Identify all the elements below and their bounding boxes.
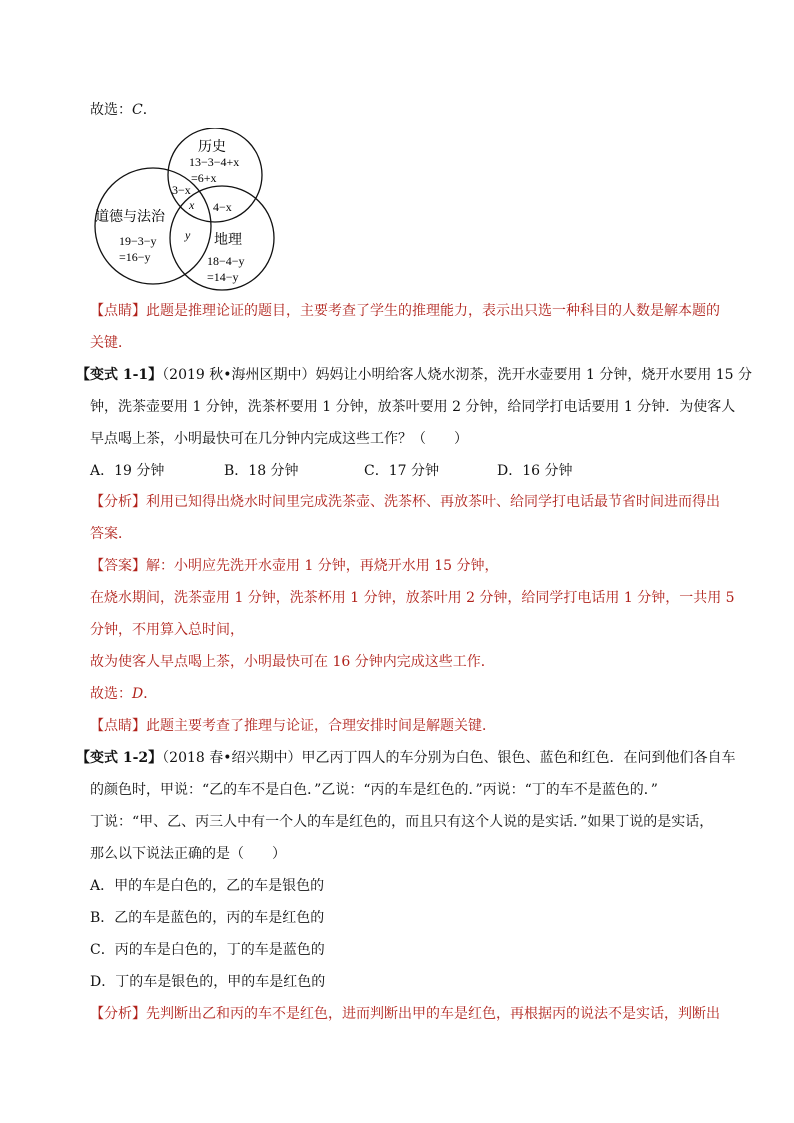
- answer-end: ．: [142, 102, 157, 118]
- answer-label: 故选：: [90, 102, 132, 118]
- venn-region-a: 3−x: [172, 183, 191, 197]
- q12-line-4: 那么以下说法正确的是（ ）: [90, 846, 286, 862]
- venn-geo-expr1: 18−4−y: [207, 254, 245, 268]
- xuan-label: 故选：: [90, 686, 132, 702]
- q11-line-1: [76, 365, 752, 385]
- dianjing-1-line-1: [90, 301, 720, 321]
- q11-option-d: D．16 分钟: [497, 463, 573, 479]
- q11-daan-line-1: [90, 556, 499, 576]
- circle-ethics: [95, 168, 211, 284]
- q11-option-c: C．17 分钟: [364, 463, 439, 479]
- fenxi-text: 利用已知得出烧水时间里完成洗茶壶、洗茶杯、再放茶叶、给同学打电话最节省时间进而得出: [146, 494, 720, 510]
- dianjing-tag: 【点睛】: [90, 303, 146, 319]
- venn-region-y: y: [185, 228, 191, 242]
- q12-option-b: B．乙的车是蓝色的，丙的车是红色的: [90, 910, 325, 926]
- venn-ethics-expr2: =16−y: [119, 250, 151, 264]
- q11-daan-line-2: 在烧水期间，洗茶壶用 1 分钟，洗茶杯用 1 分钟，放茶叶用 2 分钟，给同学打电话用 1 分钟，一共用 5: [90, 590, 735, 606]
- dianjing-tag-2: 【点睛】: [90, 718, 146, 734]
- xuan-letter: D: [132, 686, 144, 702]
- answer-letter: C: [132, 102, 143, 118]
- dianjing-text-2: 此题主要考查了推理与论证，合理安排时间是解题关键．: [146, 718, 496, 734]
- daan-tag: 【答案】: [90, 558, 146, 574]
- xuan-end: ．: [143, 686, 158, 702]
- q11-dianjing-line: [90, 716, 496, 736]
- venn-ethics-title: 道德与法治: [95, 210, 165, 225]
- venn-history-expr2: =6+x: [191, 171, 217, 185]
- q11-daan-line-3: 分钟，不用算入总时间，: [90, 622, 244, 638]
- q11-daan-line-4: 故为使客人早点喝上茶，小明最快可在 16 分钟内完成这些工作．: [90, 654, 495, 670]
- venn-history-title: 历史: [198, 140, 226, 155]
- q12-line-3: 丁说：“甲、乙、丙三人中有一个人的车是红色的，而且只有这个人说的是实话．”如果丁说的是实话，: [90, 814, 714, 830]
- venn-region-x: x: [189, 198, 195, 212]
- answer-line-1: [90, 100, 157, 120]
- q12-option-d: D．丁的车是银色的，甲的车是红色的: [90, 974, 326, 990]
- venn-geo-expr2: =14−y: [207, 270, 239, 284]
- q12-line-2: 的颜色时，甲说：“乙的车不是白色．”乙说：“丙的车是红色的．”丙说：“丁的车不是蓝色的．”: [90, 782, 658, 798]
- q11-option-a: A．19 分钟: [90, 463, 165, 479]
- q11-line-2: 钟，洗茶壶要用 1 分钟，洗茶杯要用 1 分钟，放茶叶要用 2 分钟，给同学打电话要用 1 分钟．为使客人: [90, 399, 736, 415]
- q12-text-1: （2018 春•绍兴期中）甲乙丙丁四人的车分别为白色、银色、蓝色和红色．在问到他们各自车: [162, 750, 736, 766]
- q11-fenxi-line-2: 答案．: [90, 526, 132, 542]
- q12-tag: 【变式 1-2】: [76, 750, 163, 766]
- q12-fenxi-line-1: [90, 1004, 720, 1024]
- fenxi-tag-2: 【分析】: [90, 1006, 146, 1022]
- venn-history-expr1: 13−3−4+x: [189, 155, 240, 169]
- daan-text: 解：小明应先洗开水壶用 1 分钟，再烧开水用 15 分钟，: [146, 558, 499, 574]
- q11-fenxi-line-1: [90, 492, 720, 512]
- q11-text-1: （2019 秋•海州区期中）妈妈让小明给客人烧水沏茶，洗开水壶要用 1 分钟，烧开水要用 15 分: [162, 367, 753, 383]
- q11-xuan-line: [90, 684, 157, 704]
- fenxi-tag: 【分析】: [90, 494, 146, 510]
- fenxi-text-2: 先判断出乙和丙的车不是红色，进而判断出甲的车是红色，再根据丙的说法不是实话，判断出: [146, 1006, 720, 1022]
- q11-line-3: 早点喝上茶，小明最快可在几分钟内完成这些工作？（ ）: [90, 431, 468, 447]
- q11-tag: 【变式 1-1】: [76, 367, 163, 383]
- venn-diagram: [90, 128, 290, 293]
- q11-option-b: B．18 分钟: [224, 463, 299, 479]
- q12-option-c: C．丙的车是白色的，丁的车是蓝色的: [90, 942, 325, 958]
- venn-ethics-expr1: 19−3−y: [119, 234, 157, 248]
- dianjing-text: 此题是推理论证的题目，主要考查了学生的推理能力，表示出只选一种科目的人数是解本题的: [146, 303, 720, 319]
- venn-geo-title: 地理: [214, 233, 242, 248]
- dianjing-1-line-2: 关键．: [90, 335, 132, 351]
- q12-option-a: A．甲的车是白色的，乙的车是银色的: [90, 878, 325, 894]
- venn-region-b: 4−x: [213, 200, 232, 214]
- q12-line-1: [76, 748, 736, 768]
